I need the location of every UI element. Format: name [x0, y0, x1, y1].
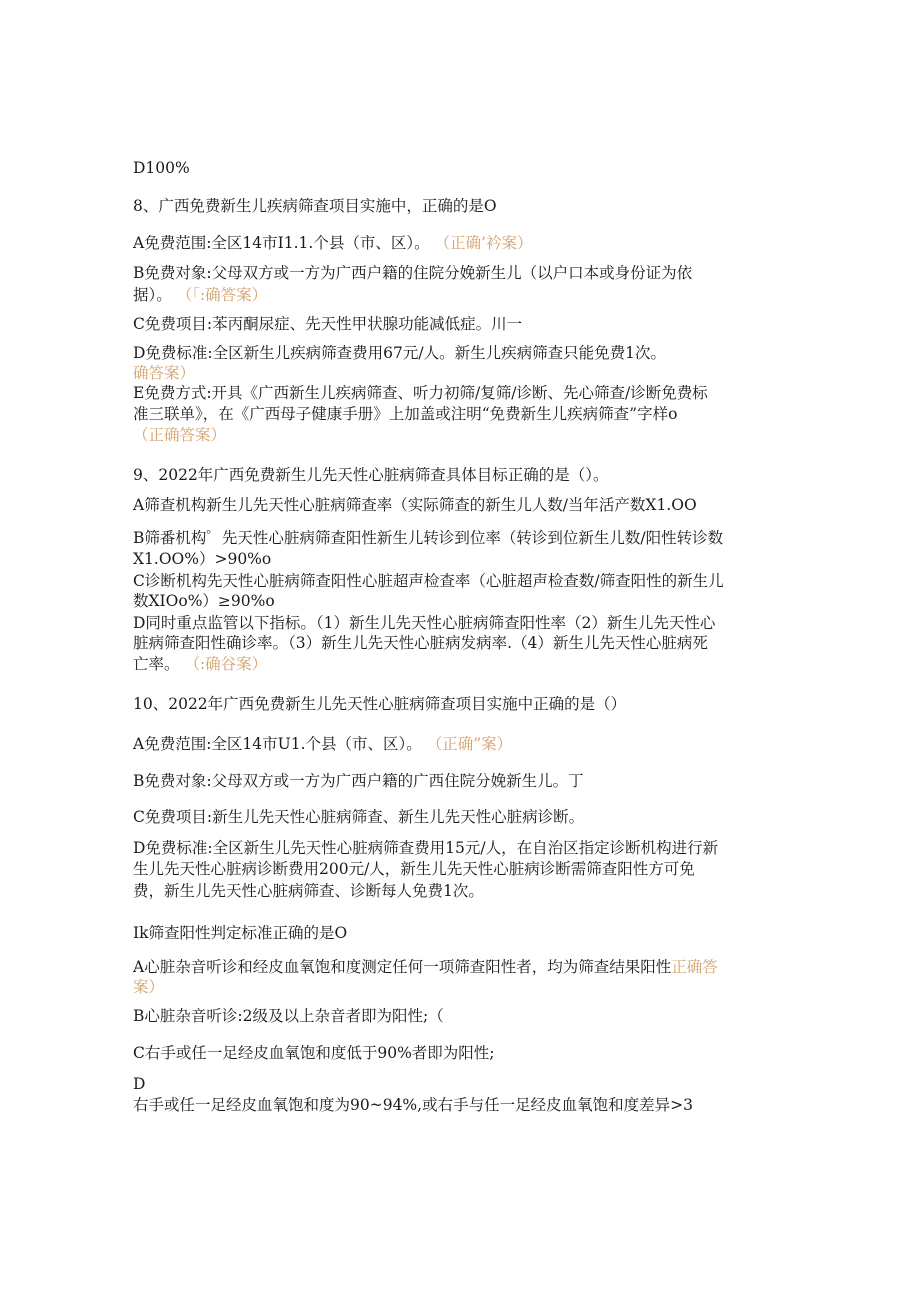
text-line: 亡率。 （:确谷案） — [133, 655, 268, 673]
answer-mark: 正确答 — [671, 958, 718, 976]
text-line: 准三联单》，在《广西母子健康手册》上加盖或注明“免费新生儿疾病筛查”字样o — [133, 405, 678, 423]
text-line: B筛番机构゜先天性心脏病筛查阳性新生儿转诊到位率（转诊到位新生儿数/阳性转诊数 — [133, 529, 724, 547]
answer-mark: （正确答案） — [133, 426, 227, 444]
text-line: 脏病筛查阳性确诊率。（3）新生儿先天性心脏病发病率.（4）新生儿先天性心脏病死 — [133, 634, 708, 652]
text-line: X1.OO%）>90%o — [133, 550, 272, 568]
question-8-title: 8、广西免费新生儿疾病筛查项目实施中，正确的是O — [133, 197, 497, 215]
text-line: 据）。 （「:确答案） — [133, 286, 268, 304]
text-line: B免费对象:父母双方或一方为广西户籍的广西住院分娩新生儿。丁 — [133, 772, 584, 790]
text-line: 右手或任一足经皮血氧饱和度为90~94%,或右手与任一足经皮血氧饱和度差异>3 — [133, 1096, 693, 1114]
text-line: C诊断机构先天性心脏病筛查阳性心脏超声检查率（心脏超声检查数/筛查阳性的新生儿 — [133, 572, 724, 590]
question-10-title: 10、2022年广西免费新生儿先天性心脏病筛查项目实施中正确的是（） — [133, 695, 627, 713]
text-line: C免费项目:新生儿先天性心脏病筛查、新生儿先天性心脏病诊断。 — [133, 808, 585, 826]
answer-mark: 确答案） — [133, 364, 196, 382]
text-line: D — [133, 1075, 146, 1093]
text-line: A免费范围:全区14市U1.个县（市、区）。 （正确”案） — [133, 735, 513, 753]
text-line: B心脏杂音听诊:2级及以上杂音者即为阳性;（ — [133, 1007, 444, 1025]
text-line: D100% — [133, 159, 190, 177]
text-line: B免费对象:父母双方或一方为广西户籍的住院分娩新生儿（以户口本或身份证为依 — [133, 264, 693, 282]
text-line: D免费标准:全区新生儿先天性心脏病筛查费用15元/人，在自治区指定诊断机构进行新 — [133, 839, 719, 857]
text-line: 生儿先天性心脏病诊断费用200元/人，新生儿先天性心脏病诊断需筛查阳性方可免 — [133, 860, 695, 878]
text-line: D同时重点监管以下指标。（1）新生儿先天性心脏病筛查阳性率（2）新生儿先天性心 — [133, 614, 716, 632]
answer-mark: 案） — [133, 978, 165, 996]
text-line: E免费方式:开具《广西新生儿疾病筛查、听力初筛/复筛/诊断、先心筛查/诊断免费标 — [133, 384, 708, 402]
text-line: A免费范围:全区14市I1.1.个县（市、区）。 （正确’衿案） — [133, 234, 533, 252]
text-line: A心脏杂音听诊和经皮血氧饱和度测定任何一项筛查阳性者，均为筛查结果阳性正确答 — [133, 958, 718, 976]
answer-mark: （「:确答案） — [176, 286, 268, 304]
text-line: D免费标准:全区新生儿疾病筛查费用67元/人。新生儿疾病筛查只能免费1次。 — [133, 344, 666, 362]
text-line: C免费项目:苯丙酮尿症、先天性甲状腺功能减低症。川一 — [133, 315, 523, 333]
question-9-title: 9、2022年广西免费新生儿先天性心脏病筛查具体目标正确的是（）。 — [133, 466, 609, 484]
answer-mark: （正确’衿案） — [434, 234, 533, 252]
text-line: 数XIOo%）≥90%o — [133, 592, 275, 610]
text-line: A筛查机构新生儿先天性心脏病筛查率（实际筛查的新生儿人数/当年活产数X1.OO — [133, 496, 697, 514]
question-11-title: Ik筛查阳性判定标准正确的是O — [133, 924, 348, 942]
text-line: 费，新生儿先天性心脏病筛查、诊断每人免费1次。 — [133, 882, 484, 900]
text-line: C右手或任一足经皮血氧饱和度低于90%者即为阳性; — [133, 1044, 495, 1062]
answer-mark: （:确谷案） — [184, 655, 268, 673]
answer-mark: （正确”案） — [426, 735, 513, 753]
